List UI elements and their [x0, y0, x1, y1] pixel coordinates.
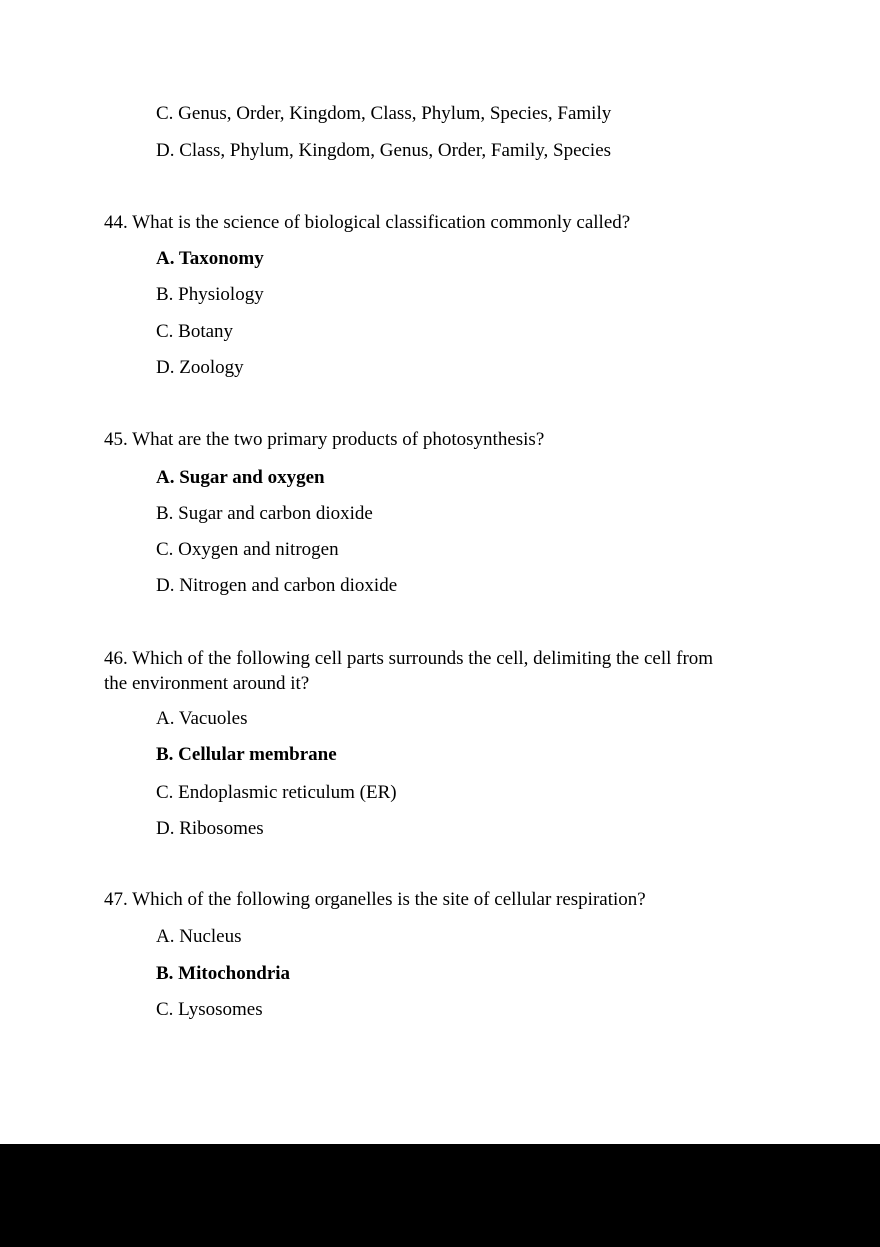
question-45-text: 45. What are the two primary products of photosynthesis? — [104, 429, 545, 450]
option-46-a: A. Vacuoles — [156, 708, 248, 729]
option-44-d: D. Zoology — [156, 357, 244, 378]
bottom-black-bar — [0, 1144, 880, 1247]
question-44-text: 44. What is the science of biological classification commonly called? — [104, 212, 631, 233]
option-45-c: C. Oxygen and nitrogen — [156, 539, 339, 560]
option-43-c: C. Genus, Order, Kingdom, Class, Phylum, Species, Family — [156, 103, 612, 124]
option-43-d: D. Class, Phylum, Kingdom, Genus, Order, Family, Species — [156, 140, 612, 161]
option-46-b-correct: B. Cellular membrane — [156, 744, 337, 765]
question-46-text-line1: 46. Which of the following cell parts surrounds the cell, delimiting the cell from — [104, 648, 714, 669]
option-45-b: B. Sugar and carbon dioxide — [156, 503, 373, 524]
option-45-d: D. Nitrogen and carbon dioxide — [156, 575, 398, 596]
option-47-c: C. Lysosomes — [156, 999, 263, 1020]
option-44-a-correct: A. Taxonomy — [156, 248, 264, 269]
option-47-a: A. Nucleus — [156, 926, 242, 947]
option-45-a-correct: A. Sugar and oxygen — [156, 467, 325, 488]
question-47-text: 47. Which of the following organelles is the site of cellular respiration? — [104, 889, 646, 910]
option-46-c: C. Endoplasmic reticulum (ER) — [156, 782, 397, 803]
option-44-c: C. Botany — [156, 321, 234, 342]
question-46-text-line2: the environment around it? — [104, 673, 310, 694]
option-47-b-correct: B. Mitochondria — [156, 963, 291, 984]
option-44-b: B. Physiology — [156, 284, 264, 305]
option-46-d: D. Ribosomes — [156, 818, 264, 839]
